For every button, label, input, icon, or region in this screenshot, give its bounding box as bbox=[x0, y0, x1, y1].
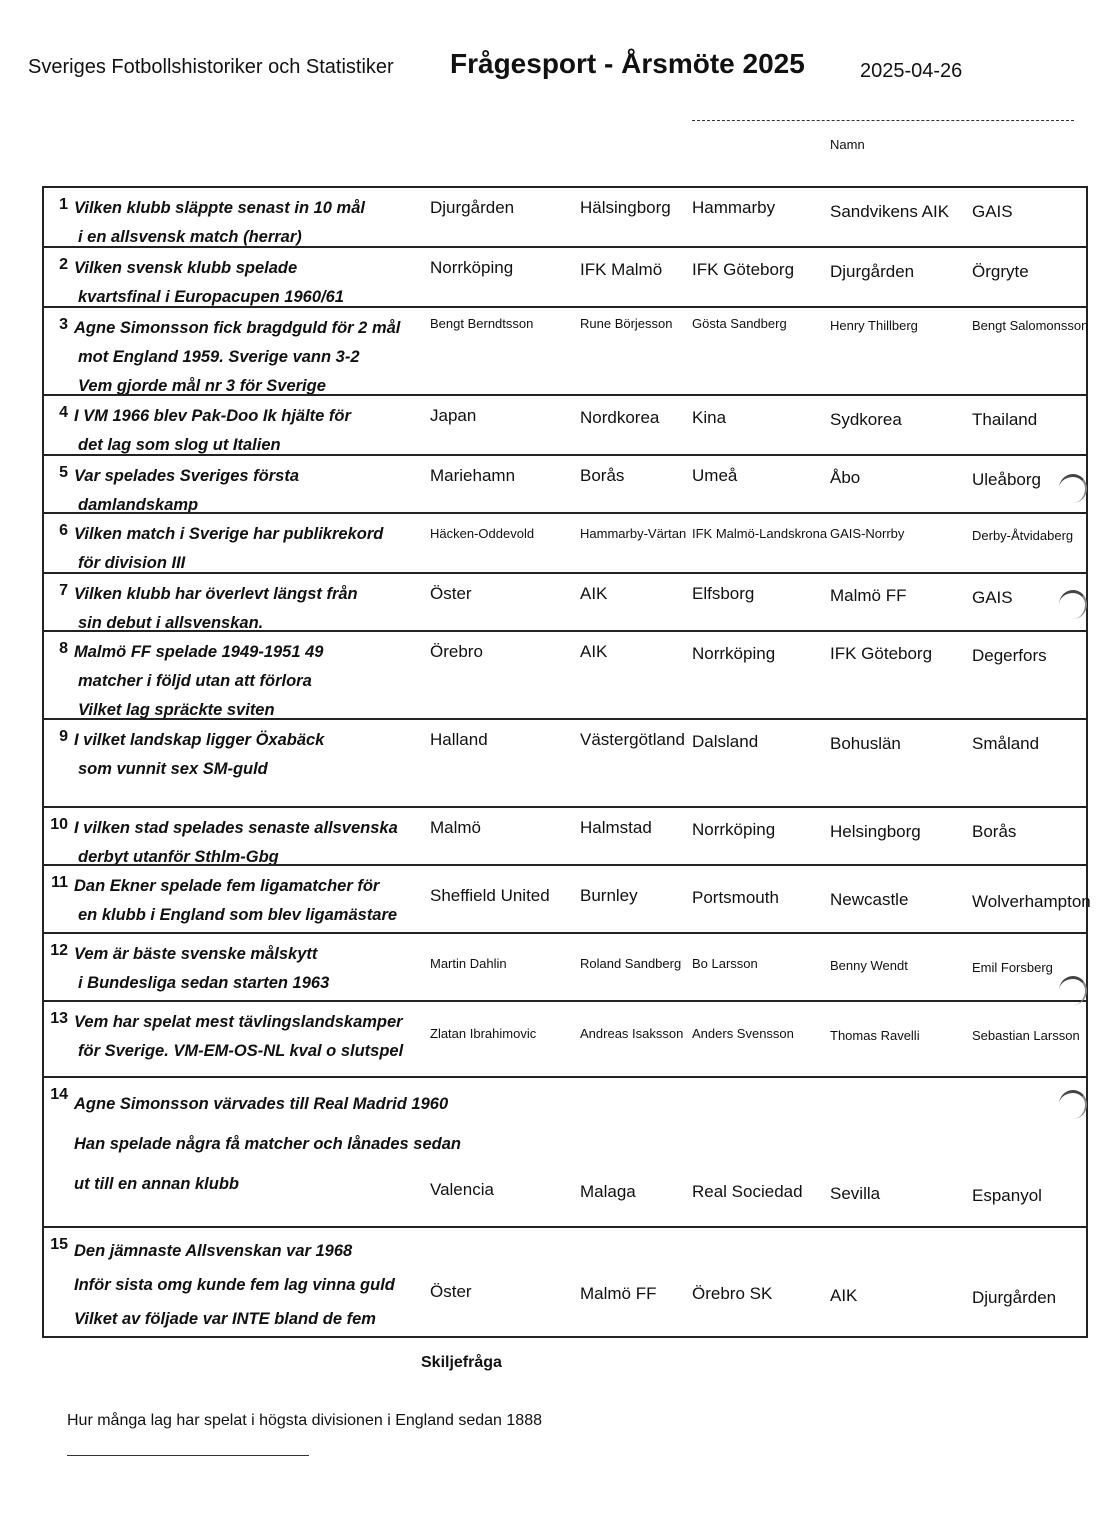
answer-option[interactable]: Örebro bbox=[430, 642, 483, 661]
answer-option[interactable]: Roland Sandberg bbox=[580, 956, 682, 971]
question-number: 1 bbox=[59, 196, 68, 213]
answer-option[interactable]: Djurgården bbox=[972, 1288, 1057, 1307]
binder-hole-icon bbox=[1059, 474, 1087, 503]
question-number: 11 bbox=[51, 874, 68, 891]
question-line: Agne Simonsson värvades till Real Madrid 1960 bbox=[74, 1095, 449, 1113]
answer-option[interactable]: Bengt Berndtsson bbox=[430, 316, 534, 331]
page-title: Frågesport - Årsmöte 2025 bbox=[450, 48, 805, 79]
answer-option[interactable]: Portsmouth bbox=[692, 888, 779, 907]
answer-option[interactable]: Häcken-Oddevold bbox=[430, 526, 535, 541]
answer-option[interactable]: Öster bbox=[430, 1282, 472, 1301]
question-line: Dan Ekner spelade fem ligamatcher för bbox=[74, 877, 380, 895]
answer-option[interactable]: Malmö bbox=[430, 818, 482, 837]
question-text bbox=[74, 872, 434, 930]
question-line: Malmö FF spelade 1949-1951 49 bbox=[74, 643, 324, 661]
question-line: Vilken klubb släppte senast in 10 mål bbox=[74, 199, 365, 217]
question-line: derbyt utanför Sthlm-Gbg bbox=[78, 848, 279, 866]
question-row bbox=[42, 1000, 1088, 1076]
question-number: 4 bbox=[59, 404, 68, 421]
question-line: damlandskamp bbox=[78, 496, 199, 514]
answer-option[interactable]: Elfsborg bbox=[692, 584, 755, 603]
question-line: det lag som slog ut Italien bbox=[78, 436, 281, 454]
question-row bbox=[42, 186, 1088, 246]
answer-option[interactable]: IFK Göteborg bbox=[692, 260, 795, 279]
answer-option[interactable]: Gösta Sandberg bbox=[692, 316, 787, 331]
answer-option[interactable]: Zlatan Ibrahimovic bbox=[430, 1026, 537, 1041]
question-line: en klubb i England som blev ligamästare bbox=[78, 906, 398, 924]
answer-option[interactable]: Borås bbox=[580, 466, 625, 485]
question-line: i en allsvensk match (herrar) bbox=[78, 228, 302, 246]
question-line: Inför sista omg kunde fem lag vinna guld bbox=[74, 1276, 395, 1294]
answer-option[interactable]: Åbo bbox=[830, 468, 861, 487]
answer-option[interactable]: Japan bbox=[430, 406, 477, 425]
question-number: 3 bbox=[59, 316, 68, 333]
answer-option[interactable]: Uleåborg bbox=[972, 470, 1041, 489]
answer-option[interactable]: Hammarby bbox=[692, 198, 776, 217]
answer-option[interactable]: GAIS bbox=[972, 202, 1013, 221]
tiebreak-answer-line[interactable] bbox=[67, 1455, 309, 1456]
answer-option[interactable]: Kina bbox=[692, 408, 727, 427]
question-row bbox=[42, 864, 1091, 932]
question-number: 2 bbox=[59, 256, 68, 273]
question-line: Vilket av följade var INTE bland de fem bbox=[74, 1310, 376, 1328]
answer-option[interactable]: Degerfors bbox=[972, 646, 1047, 665]
question-row bbox=[42, 572, 1088, 630]
answer-option[interactable]: Andreas Isaksson bbox=[580, 1026, 684, 1041]
question-text bbox=[74, 254, 434, 312]
question-row bbox=[42, 394, 1088, 454]
question-number: 10 bbox=[50, 816, 68, 833]
question-line: för division III bbox=[78, 554, 186, 572]
question-line: kvartsfinal i Europacupen 1960/61 bbox=[78, 288, 344, 306]
question-line: I vilket landskap ligger Öxabäck bbox=[74, 731, 325, 749]
name-label: Namn bbox=[830, 137, 865, 152]
tiebreak-title: Skiljefråga bbox=[421, 1354, 502, 1371]
answer-option[interactable]: AIK bbox=[830, 1286, 858, 1305]
question-row bbox=[42, 306, 1088, 394]
question-line: för Sverige. VM-EM-OS-NL kval o slutspel bbox=[78, 1042, 404, 1060]
question-line: som vunnit sex SM-guld bbox=[78, 760, 268, 778]
answer-option[interactable]: IFK Göteborg bbox=[830, 644, 933, 663]
question-number: 12 bbox=[50, 942, 68, 959]
question-line: Vem är bäste svenske målskytt bbox=[74, 945, 318, 963]
date: 2025-04-26 bbox=[860, 60, 963, 82]
answer-option[interactable]: Nordkorea bbox=[580, 408, 660, 427]
question-number: 6 bbox=[59, 522, 68, 539]
question-text bbox=[74, 402, 434, 460]
question-line: i Bundesliga sedan starten 1963 bbox=[78, 974, 330, 992]
organization-name: Sveriges Fotbollshistoriker och Statistiker bbox=[28, 56, 394, 78]
question-text bbox=[74, 520, 434, 578]
question-number: 13 bbox=[50, 1010, 68, 1027]
question-line: Han spelade några få matcher och lånades sedan bbox=[74, 1135, 461, 1153]
binder-hole-icon bbox=[1059, 976, 1087, 1005]
question-text bbox=[74, 194, 434, 252]
question-row bbox=[42, 718, 1088, 806]
question-text bbox=[74, 940, 434, 998]
answer-option[interactable]: Småland bbox=[972, 734, 1040, 753]
answer-option[interactable]: Emil Forsberg bbox=[972, 960, 1053, 975]
answer-option[interactable]: Norrköping bbox=[430, 258, 514, 277]
answer-option[interactable]: Derby-Åtvidaberg bbox=[972, 528, 1074, 543]
question-line: I VM 1966 blev Pak-Doo Ik hjälte för bbox=[74, 407, 351, 425]
answer-option[interactable]: Thailand bbox=[972, 410, 1038, 429]
question-line: mot England 1959. Sverige vann 3-2 bbox=[78, 348, 360, 366]
question-line: Var spelades Sveriges första bbox=[74, 467, 300, 485]
answer-option[interactable]: Sandvikens AIK bbox=[830, 202, 950, 221]
question-row bbox=[42, 1076, 1088, 1226]
answer-option[interactable]: Bengt Salomonsson bbox=[972, 318, 1089, 333]
question-row bbox=[42, 246, 1088, 306]
question-number: 14 bbox=[50, 1086, 68, 1103]
answer-option[interactable]: Helsingborg bbox=[830, 822, 921, 841]
question-row bbox=[42, 630, 1088, 718]
answer-option[interactable]: Norrköping bbox=[692, 644, 776, 663]
binder-hole-icon bbox=[1059, 1090, 1087, 1119]
question-line: ut till en annan klubb bbox=[74, 1175, 239, 1193]
question-line: Vilken klubb har överlevt längst från bbox=[74, 585, 358, 603]
answer-option[interactable]: Real Sociedad bbox=[692, 1182, 803, 1201]
answer-option[interactable]: GAIS bbox=[972, 588, 1013, 607]
answer-option[interactable]: AIK bbox=[580, 642, 608, 661]
answer-option[interactable]: Umeå bbox=[692, 466, 738, 485]
answer-option[interactable]: Burnley bbox=[580, 886, 638, 905]
question-number: 8 bbox=[59, 640, 68, 657]
answer-option[interactable]: Öster bbox=[430, 584, 472, 603]
quiz-table bbox=[42, 186, 1091, 1338]
answer-option[interactable]: Malmö FF bbox=[830, 586, 907, 605]
answer-option[interactable]: Dalsland bbox=[692, 732, 759, 751]
question-line: Vilken match i Sverige har publikrekord bbox=[74, 525, 384, 543]
question-text bbox=[74, 1234, 434, 1336]
question-line: I vilken stad spelades senaste allsvenska bbox=[74, 819, 398, 837]
question-row bbox=[42, 806, 1088, 864]
answer-option[interactable]: Sydkorea bbox=[830, 410, 902, 429]
answer-option[interactable]: Borås bbox=[972, 822, 1017, 841]
answer-option[interactable]: Henry Thillberg bbox=[830, 318, 918, 333]
answer-option[interactable]: Västergötland bbox=[580, 730, 685, 749]
answer-option[interactable]: Malmö FF bbox=[580, 1284, 657, 1303]
answer-option[interactable]: Mariehamn bbox=[430, 466, 516, 485]
answer-option[interactable]: Espanyol bbox=[972, 1186, 1042, 1205]
question-text bbox=[74, 726, 434, 784]
answer-option[interactable]: Bo Larsson bbox=[692, 956, 758, 971]
answer-option[interactable]: Halland bbox=[430, 730, 488, 749]
answer-option[interactable]: Djurgården bbox=[830, 262, 915, 281]
question-line: Den jämnaste Allsvenskan var 1968 bbox=[74, 1242, 353, 1260]
answer-option[interactable]: Norrköping bbox=[692, 820, 776, 839]
answer-option[interactable]: AIK bbox=[580, 584, 608, 603]
answer-option[interactable]: GAIS-Norrby bbox=[830, 526, 905, 541]
question-row bbox=[42, 1226, 1088, 1338]
question-line: Agne Simonsson fick bragdguld för 2 mål bbox=[74, 319, 401, 337]
question-text bbox=[74, 314, 434, 401]
answer-option[interactable]: Rune Börjesson bbox=[580, 316, 673, 331]
header bbox=[0, 48, 1111, 88]
question-line: Vem har spelat mest tävlingslandskamper bbox=[74, 1013, 403, 1031]
answer-option[interactable]: Sheffield United bbox=[430, 886, 550, 905]
answer-option[interactable]: Newcastle bbox=[830, 890, 909, 909]
binder-hole-icon bbox=[1059, 590, 1087, 619]
answer-option[interactable]: Hammarby-Värtan bbox=[580, 526, 687, 541]
answer-option[interactable]: Sevilla bbox=[830, 1184, 881, 1203]
answer-option[interactable]: Örgryte bbox=[972, 262, 1029, 281]
question-row bbox=[42, 512, 1088, 572]
answer-option[interactable]: IFK Malmö bbox=[580, 260, 663, 279]
answer-option[interactable]: Halmstad bbox=[580, 818, 652, 837]
answer-option[interactable]: Djurgården bbox=[430, 198, 515, 217]
answer-option[interactable]: IFK Malmö-Landskrona bbox=[692, 526, 828, 541]
tiebreak-question: Hur många lag har spelat i högsta divisionen i England sedan 1888 bbox=[67, 1412, 542, 1429]
question-line: Vilken svensk klubb spelade bbox=[74, 259, 298, 277]
question-row bbox=[42, 932, 1088, 1000]
question-number: 15 bbox=[50, 1236, 68, 1253]
question-line: Vilket lag spräckte sviten bbox=[78, 701, 275, 719]
answer-option[interactable]: Anders Svensson bbox=[692, 1026, 794, 1041]
answer-option[interactable]: Valencia bbox=[430, 1180, 494, 1199]
question-line: Vem gjorde mål nr 3 för Sverige bbox=[78, 377, 326, 395]
question-text bbox=[74, 1008, 434, 1066]
answer-option[interactable]: Hälsingborg bbox=[580, 198, 671, 217]
answer-option[interactable]: Benny Wendt bbox=[830, 958, 908, 973]
answer-option[interactable]: Bohuslän bbox=[830, 734, 901, 753]
question-row bbox=[42, 454, 1088, 512]
question-number: 7 bbox=[59, 582, 68, 599]
question-number: 9 bbox=[59, 728, 68, 745]
question-line: matcher i följd utan att förlora bbox=[78, 672, 312, 690]
answer-option[interactable]: Sebastian Larsson bbox=[972, 1028, 1080, 1043]
answer-option[interactable]: Wolverhampton bbox=[972, 892, 1091, 911]
question-line: sin debut i allsvenskan. bbox=[78, 614, 264, 632]
name-line[interactable] bbox=[692, 120, 1074, 121]
question-number: 5 bbox=[59, 464, 68, 481]
answer-option[interactable]: Malaga bbox=[580, 1182, 636, 1201]
answer-option[interactable]: Örebro SK bbox=[692, 1284, 773, 1303]
answer-option[interactable]: Thomas Ravelli bbox=[830, 1028, 920, 1043]
question-text bbox=[74, 638, 434, 725]
answer-option[interactable]: Martin Dahlin bbox=[430, 956, 507, 971]
